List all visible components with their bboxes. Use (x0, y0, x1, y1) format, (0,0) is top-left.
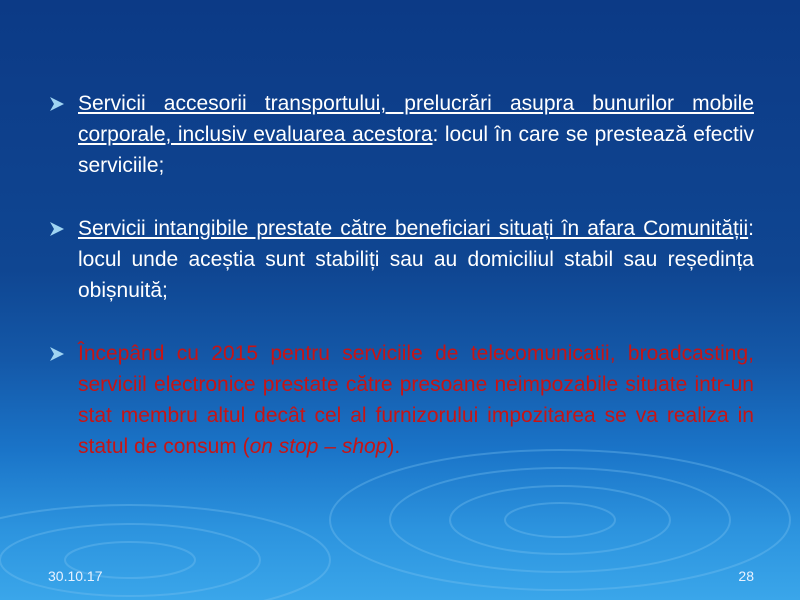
bullet-2-rest: locul unde aceștia sunt stabiliți sau au domiciliul stabil sau reședința obișnuită; (78, 248, 754, 302)
bullet-list (48, 88, 754, 462)
footer-date: 30.10.17 (48, 568, 103, 584)
bullet-1-underlined-lead: Servicii accesorii transportului, prelucrări asupra bunurilor mobile corporale, inclusiv evaluarea acestora (78, 92, 754, 146)
bullet-3-text: Începând cu 2015 pentru serviciile de telecomunicatii, broadcasting, serviciil electronice prestate către presoane neimpozabile situate intr-un stat membru altul decât cel al furnizorului impozitarea se va realiza in statul de consum ( (78, 342, 754, 458)
bullet-item-1 (48, 88, 754, 181)
bullet-arrow-icon (50, 347, 64, 361)
bullet-2-underlined-lead: Servicii intangibile prestate către beneficiari situați în afara Comunității (78, 217, 749, 240)
bullet-item-3 (48, 338, 754, 462)
bullet-1-rest: locul în care se prestează efectiv serviciile; (78, 123, 754, 177)
bullet-3-end: ). (387, 435, 401, 458)
bullet-1-separator: : (432, 123, 439, 146)
bullet-2-separator: : (748, 217, 754, 240)
bullet-3-italic: on stop – shop (249, 435, 388, 458)
bullet-arrow-icon (50, 97, 64, 111)
page-number: 28 (738, 568, 754, 584)
bullet-item-2 (48, 213, 754, 306)
bullet-arrow-icon (50, 222, 64, 236)
